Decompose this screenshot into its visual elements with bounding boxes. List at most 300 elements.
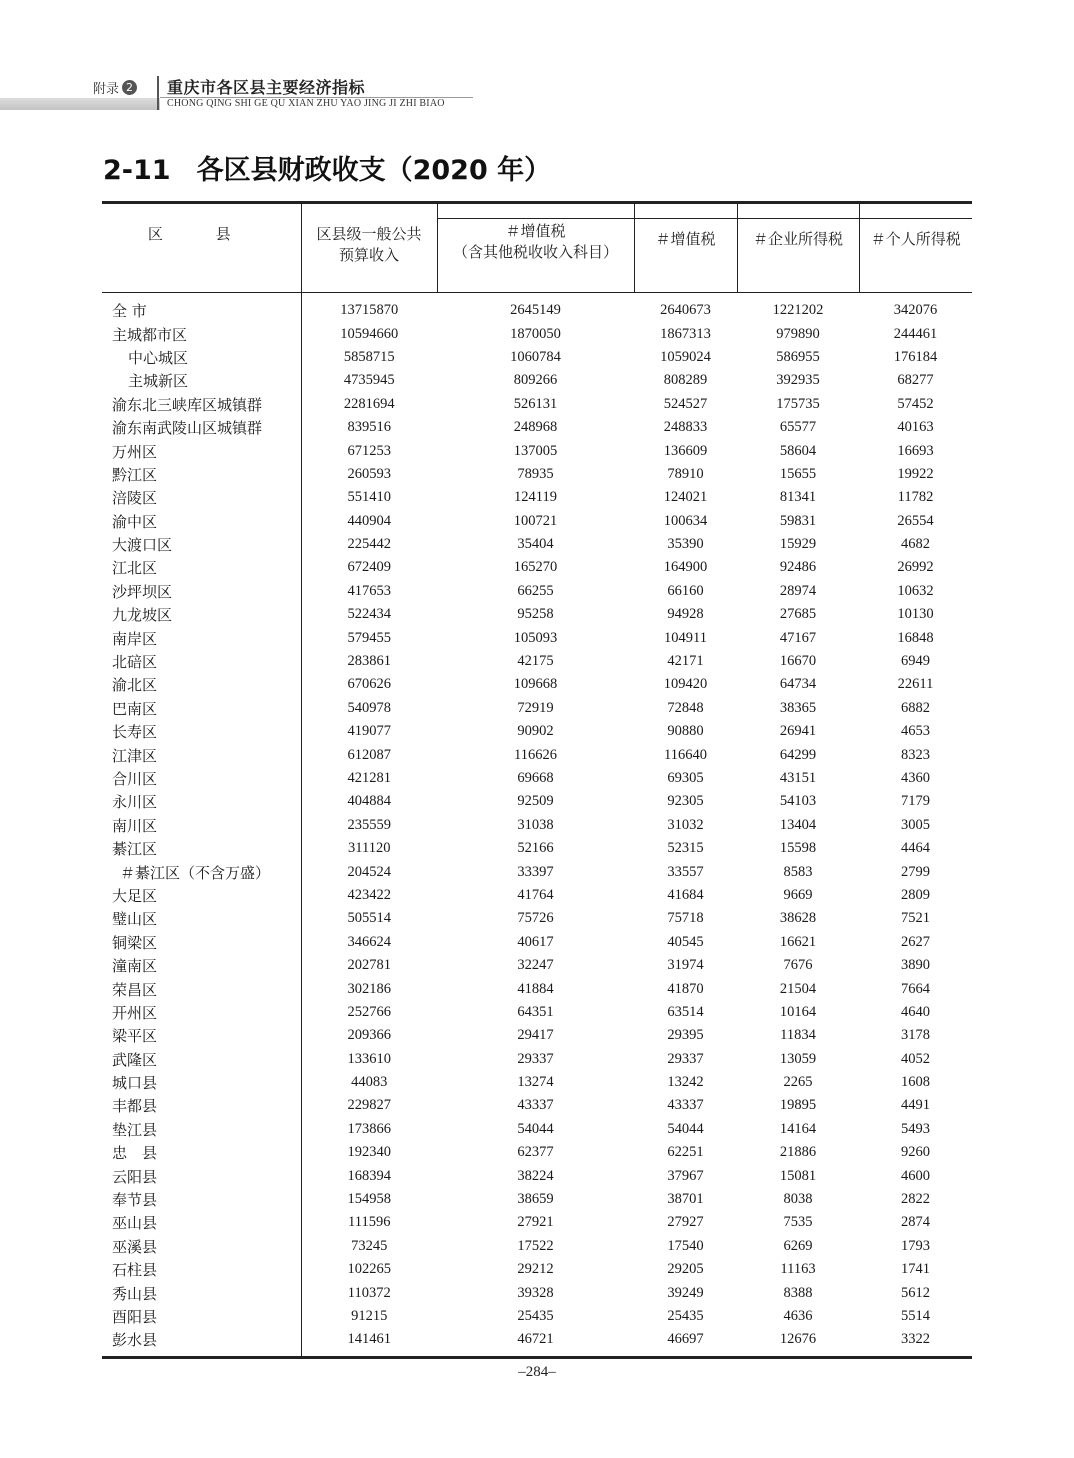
- value-cell: 64351: [517, 1003, 554, 1020]
- section-subtitle: CHONG QING SHI GE QU XIAN ZHU YAO JING JI ZHI BIAO: [167, 98, 445, 109]
- table-row: [102, 1048, 972, 1071]
- value-cell: 671253: [347, 442, 391, 459]
- value-cell: 54044: [517, 1120, 554, 1137]
- table-row: [102, 533, 972, 556]
- table-row: [102, 767, 972, 790]
- value-cell: 164900: [663, 559, 708, 576]
- value-cell: 15598: [779, 840, 817, 857]
- value-cell: 176184: [893, 348, 938, 365]
- value-cell: 62251: [667, 1144, 704, 1161]
- value-cell: 25435: [517, 1307, 554, 1324]
- value-cell: 524527: [663, 395, 708, 412]
- value-cell: 6269: [783, 1237, 813, 1254]
- table-row: [102, 1211, 972, 1234]
- value-cell: 46721: [517, 1331, 554, 1348]
- value-cell: 73245: [351, 1237, 388, 1254]
- district-name: 云阳县: [102, 1164, 301, 1187]
- value-cell: 38701: [667, 1191, 704, 1208]
- value-cell: 81341: [779, 489, 817, 506]
- value-cell: 42171: [667, 653, 704, 670]
- district-name: 永川区: [102, 790, 301, 813]
- district-name: 渝东北三峡库区城镇群: [102, 393, 301, 416]
- table-row: [102, 1328, 972, 1355]
- table-row: [102, 720, 972, 743]
- table-code: 2-11: [103, 155, 171, 186]
- table-body: [102, 293, 972, 1356]
- value-cell: 4735945: [343, 372, 395, 389]
- value-cell: 100721: [513, 512, 558, 529]
- value-cell: 204524: [347, 863, 391, 880]
- value-cell: 66255: [517, 582, 554, 599]
- district-name: 璧山区: [102, 907, 301, 930]
- value-cell: 16693: [897, 442, 934, 459]
- value-cell: 63514: [667, 1003, 704, 1020]
- col-header-corporate-tax-box: ＃企业所得税: [738, 218, 859, 250]
- value-cell: 8038: [783, 1191, 813, 1208]
- value-cell: 2640673: [660, 302, 711, 319]
- value-cell: 27921: [517, 1214, 554, 1231]
- value-cell: 15081: [779, 1167, 817, 1184]
- value-cell: 54044: [667, 1120, 704, 1137]
- district-name: 长寿区: [102, 720, 301, 743]
- district-name: 沙坪坝区: [102, 580, 301, 603]
- value-cell: 29205: [667, 1261, 704, 1278]
- district-name: 渝北区: [102, 673, 301, 696]
- value-cell: 202781: [347, 957, 391, 974]
- col-header-budget-line1: 区县级一般公共: [316, 225, 422, 243]
- value-cell: 39249: [667, 1284, 704, 1301]
- appendix-text: 附录: [93, 81, 120, 97]
- value-cell: 3322: [901, 1331, 930, 1348]
- value-cell: 4636: [783, 1307, 813, 1324]
- value-cell: 75718: [667, 910, 704, 927]
- value-cell: 64734: [779, 676, 817, 693]
- table-row: [102, 860, 972, 883]
- value-cell: 102265: [347, 1261, 391, 1278]
- value-cell: 17540: [667, 1237, 704, 1254]
- value-cell: 4600: [901, 1167, 930, 1184]
- table-row: [102, 486, 972, 509]
- value-cell: 59831: [779, 512, 817, 529]
- value-cell: 90902: [517, 723, 554, 740]
- value-cell: 27927: [667, 1214, 704, 1231]
- value-cell: 505514: [347, 910, 391, 927]
- value-cell: 342076: [893, 302, 938, 319]
- col-header-vat: [634, 204, 737, 293]
- table-row: [102, 322, 972, 345]
- district-name: 綦江区: [102, 837, 301, 860]
- value-cell: 38365: [779, 699, 817, 716]
- value-cell: 43337: [667, 1097, 704, 1114]
- value-cell: 95258: [517, 606, 554, 623]
- value-cell: 5858715: [343, 348, 395, 365]
- value-cell: 13059: [779, 1050, 817, 1067]
- value-cell: 72848: [667, 699, 704, 716]
- value-cell: 29337: [517, 1050, 554, 1067]
- value-cell: 248968: [513, 419, 558, 436]
- value-cell: 28974: [779, 582, 817, 599]
- district-name: ＃綦江区（不含万盛）: [102, 860, 301, 883]
- value-cell: 392935: [776, 372, 820, 389]
- col-header-vat-incl: [437, 204, 634, 293]
- header-row: [102, 204, 972, 293]
- value-cell: 136609: [663, 442, 708, 459]
- value-cell: 1059024: [660, 348, 711, 365]
- value-cell: 1060784: [510, 348, 561, 365]
- district-name: 渝东南武陵山区城镇群: [102, 416, 301, 439]
- value-cell: 9260: [901, 1144, 930, 1161]
- value-cell: 540978: [347, 699, 391, 716]
- value-cell: 8323: [901, 746, 930, 763]
- district-name: 铜梁区: [102, 931, 301, 954]
- table-row: [102, 1305, 972, 1328]
- district-name: 城口县: [102, 1071, 301, 1094]
- value-cell: 41870: [667, 980, 704, 997]
- table-row: [102, 580, 972, 603]
- value-cell: 133610: [347, 1050, 391, 1067]
- value-cell: 26992: [897, 559, 934, 576]
- value-cell: 26941: [779, 723, 817, 740]
- value-cell: 44083: [351, 1074, 388, 1091]
- district-name: 黔江区: [102, 463, 301, 486]
- page-title: [103, 148, 551, 187]
- value-cell: 10164: [779, 1003, 817, 1020]
- col-header-budget-revenue: [301, 204, 437, 293]
- district-name: 武隆区: [102, 1048, 301, 1071]
- district-name: 合川区: [102, 767, 301, 790]
- value-cell: 141461: [347, 1331, 391, 1348]
- table-row: [102, 673, 972, 696]
- table-row: [102, 369, 972, 392]
- value-cell: 124119: [514, 489, 557, 506]
- value-cell: 43151: [779, 770, 817, 786]
- table-row: [102, 1258, 972, 1281]
- value-cell: 92509: [517, 793, 554, 810]
- district-name: 荣昌区: [102, 977, 301, 1000]
- value-cell: 1608: [901, 1074, 930, 1091]
- value-cell: 92305: [667, 793, 704, 810]
- value-cell: 65577: [779, 419, 817, 436]
- district-name: 主城新区: [102, 369, 301, 392]
- value-cell: 252766: [347, 1003, 391, 1020]
- table-row: [102, 439, 972, 462]
- value-cell: 21504: [779, 980, 817, 997]
- table-row: [102, 907, 972, 930]
- value-cell: 40545: [667, 933, 704, 950]
- value-cell: 69305: [667, 770, 704, 786]
- value-cell: 1741: [901, 1261, 930, 1278]
- value-cell: 248833: [663, 419, 708, 436]
- table-row: [102, 884, 972, 907]
- value-cell: 13404: [779, 816, 817, 833]
- value-cell: 5612: [901, 1284, 930, 1301]
- district-name: 大足区: [102, 884, 301, 907]
- value-cell: 35404: [517, 536, 554, 553]
- value-cell: 3005: [901, 816, 930, 833]
- district-name: 中心城区: [102, 346, 301, 369]
- col-header-vat-incl-box: [438, 218, 634, 263]
- table-row: [102, 1281, 972, 1304]
- value-cell: 105093: [513, 629, 558, 646]
- value-cell: 116626: [514, 746, 557, 763]
- value-cell: 13715870: [340, 302, 399, 319]
- value-cell: 9669: [783, 886, 813, 903]
- value-cell: 124021: [663, 489, 708, 506]
- value-cell: 54103: [779, 793, 817, 810]
- value-cell: 192340: [347, 1144, 391, 1161]
- value-cell: 15929: [779, 536, 817, 553]
- value-cell: 66160: [667, 582, 704, 599]
- value-cell: 440904: [347, 512, 391, 529]
- value-cell: 111596: [348, 1214, 391, 1231]
- page-number: –284–: [518, 1364, 556, 1380]
- value-cell: 58604: [779, 442, 817, 459]
- table-row: [102, 814, 972, 837]
- district-name: 忠 县: [102, 1141, 301, 1164]
- value-cell: 417653: [347, 582, 391, 599]
- value-cell: 283861: [347, 653, 391, 670]
- value-cell: 421281: [347, 770, 391, 786]
- value-cell: 110372: [347, 1284, 391, 1301]
- value-cell: 260593: [347, 465, 391, 482]
- value-cell: 1221202: [772, 302, 824, 319]
- value-cell: 75726: [517, 910, 554, 927]
- table-row: [102, 626, 972, 649]
- district-name: 秀山县: [102, 1281, 301, 1304]
- value-cell: 40617: [517, 933, 554, 950]
- value-cell: 11163: [780, 1261, 816, 1278]
- table-row: [102, 837, 972, 860]
- value-cell: 57452: [897, 395, 934, 412]
- fiscal-table: [102, 201, 972, 1359]
- value-cell: 27685: [779, 606, 817, 623]
- value-cell: 68277: [897, 372, 934, 389]
- district-name: 南川区: [102, 814, 301, 837]
- table-row: [102, 977, 972, 1000]
- value-cell: 109668: [513, 676, 558, 693]
- value-cell: 38628: [779, 910, 817, 927]
- value-cell: 4653: [901, 723, 930, 740]
- value-cell: 404884: [347, 793, 391, 810]
- value-cell: 5493: [901, 1120, 930, 1137]
- district-name: 巫山县: [102, 1211, 301, 1234]
- value-cell: 32247: [517, 957, 554, 974]
- value-cell: 4682: [901, 536, 930, 553]
- district-name: 奉节县: [102, 1188, 301, 1211]
- value-cell: 7521: [901, 910, 930, 927]
- value-cell: 1793: [901, 1237, 930, 1254]
- value-cell: 11834: [780, 1027, 816, 1044]
- value-cell: 5514: [901, 1307, 930, 1324]
- value-cell: 2281694: [343, 395, 395, 412]
- value-cell: 10632: [897, 582, 934, 599]
- table-row: [102, 1118, 972, 1141]
- value-cell: 91215: [351, 1307, 388, 1324]
- value-cell: 31038: [517, 816, 554, 833]
- district-name: 开州区: [102, 1001, 301, 1024]
- value-cell: 31032: [667, 816, 704, 833]
- district-name: 潼南区: [102, 954, 301, 977]
- value-cell: 62377: [517, 1144, 554, 1161]
- district-name: 万州区: [102, 439, 301, 462]
- col-header-district: 区 县: [102, 204, 301, 293]
- table-bottom-rule: [102, 1356, 972, 1359]
- value-cell: 2809: [901, 886, 930, 903]
- value-cell: 16848: [897, 629, 934, 646]
- table-row: [102, 1024, 972, 1047]
- value-cell: 586955: [776, 348, 820, 365]
- table-row: [102, 1188, 972, 1211]
- table-row: [102, 1141, 972, 1164]
- value-cell: 19895: [779, 1097, 817, 1114]
- value-cell: 2627: [901, 933, 930, 950]
- value-cell: 26554: [897, 512, 934, 529]
- district-name: 全 市: [102, 293, 301, 323]
- value-cell: 6882: [901, 699, 930, 716]
- value-cell: 154958: [347, 1191, 391, 1208]
- value-cell: 41684: [667, 886, 704, 903]
- value-cell: 41884: [517, 980, 554, 997]
- value-cell: 64299: [779, 746, 817, 763]
- value-cell: 173866: [347, 1120, 391, 1137]
- value-cell: 235559: [347, 816, 391, 833]
- value-cell: 244461: [893, 325, 938, 342]
- value-cell: 3890: [901, 957, 930, 974]
- value-cell: 29417: [517, 1027, 554, 1044]
- value-cell: 4360: [901, 770, 930, 786]
- value-cell: 7664: [901, 980, 930, 997]
- value-cell: 979890: [776, 325, 820, 342]
- value-cell: 612087: [347, 746, 391, 763]
- value-cell: 579455: [347, 629, 391, 646]
- district-name: 巫溪县: [102, 1235, 301, 1258]
- value-cell: 29395: [667, 1027, 704, 1044]
- value-cell: 11782: [897, 489, 934, 506]
- value-cell: 38659: [517, 1191, 554, 1208]
- value-cell: 14164: [779, 1120, 817, 1137]
- section-title: 重庆市各区县主要经济指标: [167, 78, 366, 97]
- value-cell: 94928: [667, 606, 704, 623]
- value-cell: 78935: [517, 465, 554, 482]
- value-cell: 423422: [347, 886, 391, 903]
- value-cell: 229827: [347, 1097, 391, 1114]
- value-cell: 52166: [517, 840, 554, 857]
- appendix-number-badge: 2: [122, 80, 137, 95]
- table-row: [102, 1235, 972, 1258]
- table-row: [102, 1001, 972, 1024]
- table-row: [102, 650, 972, 673]
- district-name: 巴南区: [102, 697, 301, 720]
- value-cell: 69668: [517, 770, 554, 786]
- value-cell: 1870050: [510, 325, 561, 342]
- table-row: [102, 743, 972, 766]
- value-cell: 419077: [347, 723, 391, 740]
- district-name: 北碚区: [102, 650, 301, 673]
- appendix-label: [93, 76, 137, 98]
- value-cell: 40163: [897, 419, 934, 436]
- value-cell: 175735: [776, 395, 820, 412]
- value-cell: 21886: [779, 1144, 817, 1161]
- value-cell: 2822: [901, 1191, 930, 1208]
- col-header-corporate-tax: [737, 204, 859, 293]
- value-cell: 808289: [663, 372, 708, 389]
- value-cell: 31974: [667, 957, 704, 974]
- value-cell: 670626: [347, 676, 391, 693]
- value-cell: 33397: [517, 863, 554, 880]
- value-cell: 29337: [667, 1050, 704, 1067]
- value-cell: 46697: [667, 1331, 704, 1348]
- district-name: 垫江县: [102, 1118, 301, 1141]
- value-cell: 13274: [517, 1074, 554, 1091]
- value-cell: 225442: [347, 536, 391, 553]
- value-cell: 90880: [667, 723, 704, 740]
- value-cell: 19922: [897, 465, 934, 482]
- value-cell: 4491: [901, 1097, 930, 1114]
- col-header-vat-box: ＃增值税: [635, 218, 737, 250]
- value-cell: 8583: [783, 863, 813, 880]
- table-row: [102, 931, 972, 954]
- value-cell: 7535: [783, 1214, 813, 1231]
- value-cell: 15655: [779, 465, 817, 482]
- value-cell: 10594660: [340, 325, 399, 342]
- table-row: [102, 293, 972, 323]
- district-name: 江北区: [102, 556, 301, 579]
- value-cell: 13242: [667, 1074, 704, 1091]
- value-cell: 10130: [897, 606, 934, 623]
- district-name: 渝中区: [102, 510, 301, 533]
- value-cell: 12676: [779, 1331, 817, 1348]
- district-name: 梁平区: [102, 1024, 301, 1047]
- value-cell: 165270: [513, 559, 558, 576]
- col-header-personal-tax: [859, 204, 972, 293]
- district-name: 南岸区: [102, 626, 301, 649]
- value-cell: 16670: [779, 653, 817, 670]
- value-cell: 209366: [347, 1027, 391, 1044]
- value-cell: 1867313: [660, 325, 711, 342]
- value-cell: 137005: [513, 442, 558, 459]
- value-cell: 551410: [347, 489, 391, 506]
- value-cell: 29212: [517, 1261, 554, 1278]
- district-name: 彭水县: [102, 1328, 301, 1355]
- table-title: 各区县财政收支（2020 年）: [196, 155, 552, 186]
- value-cell: 22611: [897, 676, 934, 693]
- district-name: 主城都市区: [102, 322, 301, 345]
- table-row: [102, 556, 972, 579]
- value-cell: 16621: [779, 933, 817, 950]
- value-cell: 302186: [347, 980, 391, 997]
- data-table: [102, 204, 972, 1356]
- col-header-budget-line2: 预算收入: [338, 246, 399, 264]
- value-cell: 168394: [347, 1167, 391, 1184]
- col-header-vat-incl-line1: ＃增值税: [505, 222, 566, 240]
- value-cell: 41764: [517, 886, 554, 903]
- value-cell: 7179: [901, 793, 930, 810]
- value-cell: 4052: [901, 1050, 930, 1067]
- district-name: 石柱县: [102, 1258, 301, 1281]
- value-cell: 526131: [513, 395, 558, 412]
- table-row: [102, 954, 972, 977]
- table-row: [102, 463, 972, 486]
- value-cell: 2645149: [510, 302, 561, 319]
- value-cell: 43337: [517, 1097, 554, 1114]
- table-row: [102, 1164, 972, 1187]
- table-row: [102, 1071, 972, 1094]
- district-name: 涪陵区: [102, 486, 301, 509]
- value-cell: 8388: [783, 1284, 813, 1301]
- value-cell: 37967: [667, 1167, 704, 1184]
- value-cell: 311120: [348, 840, 391, 857]
- value-cell: 3178: [901, 1027, 930, 1044]
